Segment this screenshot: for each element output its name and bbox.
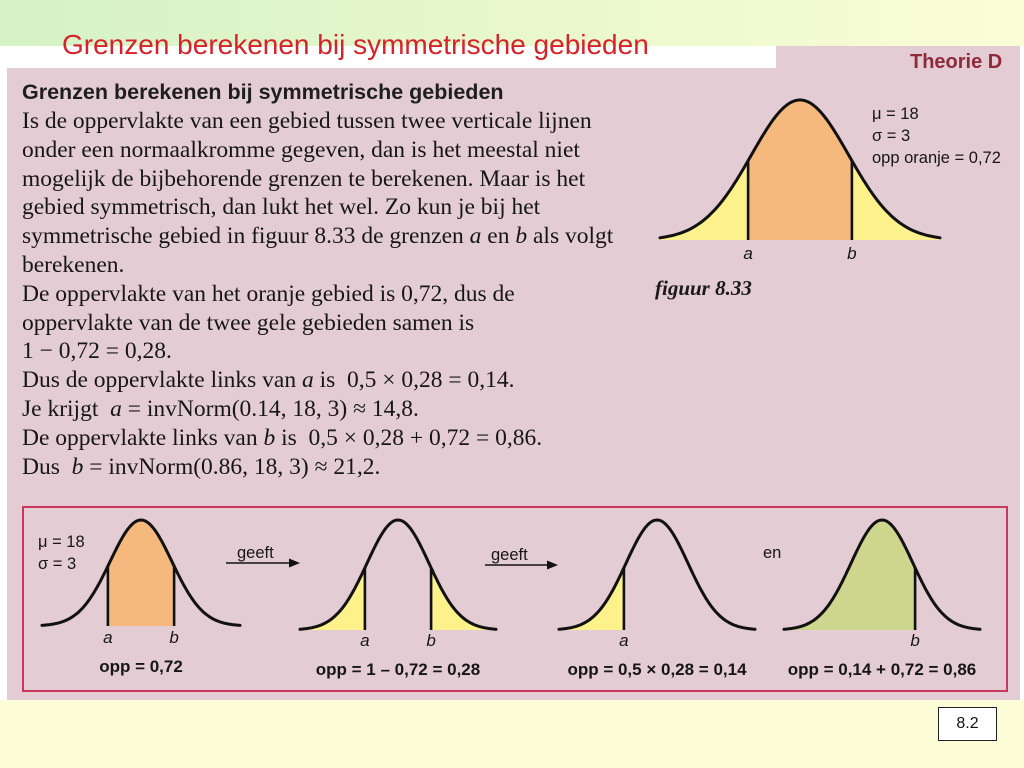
variable-b: b: [71, 453, 84, 480]
and-label: en: [763, 544, 782, 562]
variable-b: b: [263, 424, 276, 451]
shaded-left-area: [300, 568, 365, 630]
steps-sigma-label: σ = 3: [38, 555, 77, 573]
arrow-head: [547, 561, 558, 570]
shaded-left-area: [784, 520, 915, 630]
text-run: onder een normaalkromme gegeven, dan is het meestal niet: [22, 136, 580, 163]
text-run: Je krijgt: [22, 395, 111, 422]
boundary-label-b: b: [169, 628, 179, 647]
section-heading: Grenzen berekenen bij symmetrische gebieden: [22, 80, 504, 104]
figure-8-33-diagram: [660, 100, 940, 263]
arrow-head: [289, 559, 300, 568]
text-run: symmetrische gebied in figuur 8.33 de grenzen: [22, 223, 470, 250]
step-2-caption: opp = 1 – 0,72 = 0,28: [315, 660, 481, 679]
explanation-text: [22, 107, 613, 481]
variable-a: a: [301, 367, 314, 394]
bell-curve: [559, 520, 755, 629]
bell-curve: [300, 520, 496, 629]
step-3-diagram: [559, 520, 755, 650]
shaded-middle-area: [748, 100, 852, 240]
section-label: Theorie D: [910, 51, 1003, 73]
paragraph-line: [22, 193, 613, 222]
step-3-caption: opp = 0,5 × 0,28 = 0,14: [567, 660, 747, 679]
paragraph-line: [22, 366, 613, 395]
text-run: De oppervlakte links van: [22, 424, 264, 451]
step-1-caption: opp = 0,72: [99, 657, 183, 676]
text-run: Dus: [22, 453, 72, 480]
variable-a: a: [469, 223, 482, 250]
paragraph-line: [22, 251, 613, 280]
text-run: mogelijk de bijbehorende grenzen te berekenen. Maar is het: [22, 165, 586, 192]
text-run: = invNorm(0.14, 18, 3) ≈ 14,8.: [121, 395, 419, 422]
paragraph-line: [22, 337, 613, 366]
step-2-diagram: [300, 520, 496, 650]
boundary-label-a: a: [619, 631, 629, 650]
text-run: = invNorm(0.86, 18, 3) ≈ 21,2.: [83, 453, 381, 480]
paragraph-line: [22, 424, 613, 453]
step-4-diagram: [784, 520, 980, 650]
arrow-label-geeft-1: geeft: [237, 544, 274, 562]
boundary-label-b: b: [847, 244, 857, 263]
paragraph-line: [22, 165, 613, 194]
paragraph-line: [22, 309, 613, 338]
figure-area-label: opp oranje = 0,72: [872, 149, 1001, 167]
shaded-middle-area: [108, 520, 174, 626]
arrow-label-geeft-2: geeft: [491, 546, 528, 564]
boundary-label-a: a: [103, 628, 113, 647]
shaded-right-area: [431, 568, 496, 630]
boundary-label-b: b: [426, 631, 436, 650]
paragraph-line: [22, 453, 613, 482]
paragraph-line: [22, 222, 613, 251]
text-run: is 0,5 × 0,28 = 0,14.: [313, 367, 515, 394]
text-run: Is de oppervlakte van een gebied tussen twee verticale lijnen: [22, 108, 592, 134]
text-run: en: [481, 223, 516, 250]
shaded-left-area: [660, 161, 748, 240]
text-run: gebied symmetrisch, dan lukt het wel. Zo kun je bij het: [22, 194, 541, 221]
text-run: Dus de oppervlakte links van: [22, 367, 302, 394]
shaded-right-area: [852, 161, 940, 240]
figure-mu-label: μ = 18: [872, 105, 919, 123]
paragraph-line: [22, 136, 613, 165]
paragraph-line: [22, 280, 613, 309]
figure-caption: figuur 8.33: [655, 276, 752, 300]
text-run: oppervlakte van de twee gele gebieden samen is: [22, 309, 475, 336]
shaded-left-area: [559, 568, 624, 630]
paragraph-line: [22, 395, 613, 424]
boundary-label-a: a: [743, 244, 753, 263]
text-run: 1 − 0,72 = 0,28.: [22, 338, 172, 365]
variable-b: b: [515, 223, 528, 250]
steps-mu-label: μ = 18: [38, 533, 85, 551]
step-4-caption: opp = 0,14 + 0,72 = 0,86: [787, 660, 977, 679]
variable-a: a: [110, 395, 122, 422]
text-run: als volgt: [527, 223, 614, 250]
boundary-label-b: b: [910, 631, 920, 650]
text-run: De oppervlakte van het oranje gebied is 0,72, dus de: [22, 280, 515, 307]
page-number: 8.2: [938, 707, 997, 741]
paragraph-line: [22, 107, 613, 136]
text-run: berekenen.: [22, 251, 125, 278]
text-run: is 0,5 × 0,28 + 0,72 = 0,86.: [275, 424, 543, 451]
slide-title: Grenzen berekenen bij symmetrische gebieden: [62, 29, 649, 60]
figure-sigma-label: σ = 3: [872, 127, 911, 145]
boundary-label-a: a: [360, 631, 370, 650]
